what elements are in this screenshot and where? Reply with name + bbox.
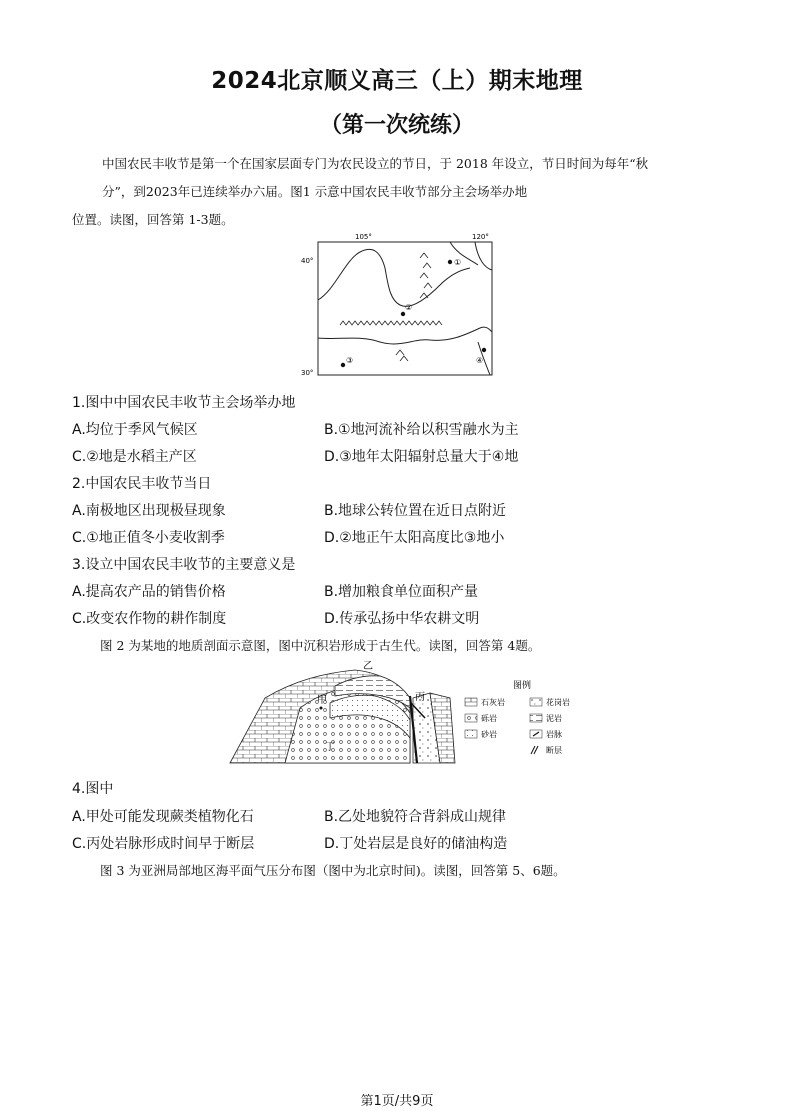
intro-passage — [72, 150, 732, 234]
q4-option-b[interactable]: B.乙处地貌符合背斜成山规律 — [324, 809, 507, 825]
q1-option-c[interactable]: C.②地是水稻主产区 — [72, 449, 197, 465]
q2-option-c[interactable]: C.①地正值冬小麦收割季 — [72, 530, 225, 546]
point-1-label: ① — [454, 258, 462, 267]
point-4-label: ④ — [476, 356, 484, 365]
lat-label-30: 30° — [301, 369, 314, 377]
legend-limestone: 石灰岩 — [481, 698, 505, 707]
point-2-label: ② — [405, 303, 413, 312]
q3-option-d[interactable]: D.传承弘扬中华农耕文明 — [324, 611, 480, 627]
label-jia: 甲 — [317, 695, 327, 706]
intro-line-1: 中国农民丰收节是第一个在国家层面专门为农民设立的节日，于 2018 年设立，节日时间为每年“秋 — [102, 156, 649, 171]
q2-option-a[interactable]: A.南极地区出现极昼现象 — [72, 503, 226, 519]
q4-option-c[interactable]: C.丙处岩脉形成时间早于断层 — [72, 836, 255, 852]
q2-option-d[interactable]: D.②地正午太阳高度比③地小 — [324, 530, 505, 546]
q4-option-d[interactable]: D.丁处岩层是良好的储油构造 — [324, 836, 508, 852]
figure-1-map — [300, 230, 500, 380]
q3-option-c[interactable]: C.改变农作物的耕作制度 — [72, 611, 227, 627]
legend-granite-swatch — [530, 698, 542, 706]
q1-option-d[interactable]: D.③地年太阳辐射总量大于④地 — [324, 449, 519, 465]
label-bing: 丙 — [415, 692, 425, 703]
q4-stem: 4.图中 — [72, 781, 114, 797]
legend-dike: 岩脉 — [546, 730, 562, 739]
point-3-label: ③ — [346, 356, 354, 365]
legend-fault-icon — [531, 746, 538, 754]
page-footer: 第1页/共9页 — [360, 1094, 434, 1109]
q1-option-b[interactable]: B.①地河流补给以积雪融水为主 — [324, 422, 519, 438]
q1-stem: 1.图中中国农民丰收节主会场举办地 — [72, 395, 296, 411]
label-yi: 乙 — [363, 661, 373, 672]
intro-line-2: 分”，到2023年已连续举办六届。图1 示意中国农民丰收节部分主会场举办地 — [102, 184, 528, 199]
q2-option-b[interactable]: B.地球公转位置在近日点附近 — [324, 503, 507, 519]
point-3-marker — [341, 363, 345, 367]
point-1-marker — [448, 260, 452, 264]
legend-limestone-swatch — [465, 698, 477, 706]
legend-sandstone-swatch — [465, 730, 477, 738]
figure-2-note: 图 2 为某地的地质剖面示意图，图中沉积岩形成于古生代。读图，回答第 4题。 — [100, 638, 541, 653]
legend-conglomerate-swatch — [465, 714, 477, 722]
legend-fault: 断层 — [546, 746, 562, 755]
figure-2-cross-section — [225, 658, 595, 768]
q4-option-a[interactable]: A.甲处可能发现蕨类植物化石 — [72, 809, 254, 825]
page-subtitle: （第一次统练） — [319, 113, 474, 138]
lat-label-40: 40° — [301, 257, 314, 265]
legend-mudstone: 泥岩 — [546, 714, 562, 723]
legend-mudstone-swatch — [530, 714, 542, 722]
point-2-marker — [401, 312, 405, 316]
legend-sandstone: 砂岩 — [481, 730, 497, 739]
q1-option-a[interactable]: A.均位于季风气候区 — [72, 422, 198, 438]
figure-3-note: 图 3 为亚洲局部地区海平面气压分布图（图中为北京时间)。读图，回答第 5、6题。 — [100, 863, 566, 878]
legend-conglomerate: 砾岩 — [481, 714, 497, 723]
point-jia-marker — [320, 707, 323, 710]
label-ding: 丁 — [325, 742, 335, 753]
legend-granite: 花岗岩 — [546, 698, 570, 707]
point-4-marker — [482, 348, 486, 352]
q2-stem: 2.中国农民丰收节当日 — [72, 476, 212, 492]
lon-label-120: 120° — [472, 233, 489, 241]
intro-line-3: 位置。读图，回答第 1-3题。 — [72, 212, 234, 227]
q3-stem: 3.设立中国农民丰收节的主要意义是 — [72, 557, 296, 573]
legend-title: 图例 — [513, 681, 532, 691]
q3-option-a[interactable]: A.提高农产品的销售价格 — [72, 584, 226, 600]
q3-option-b[interactable]: B.增加粮食单位面积产量 — [324, 584, 479, 600]
lon-label-105: 105° — [355, 233, 372, 241]
page-title: 2024北京顺义高三（上）期末地理 — [211, 68, 583, 94]
